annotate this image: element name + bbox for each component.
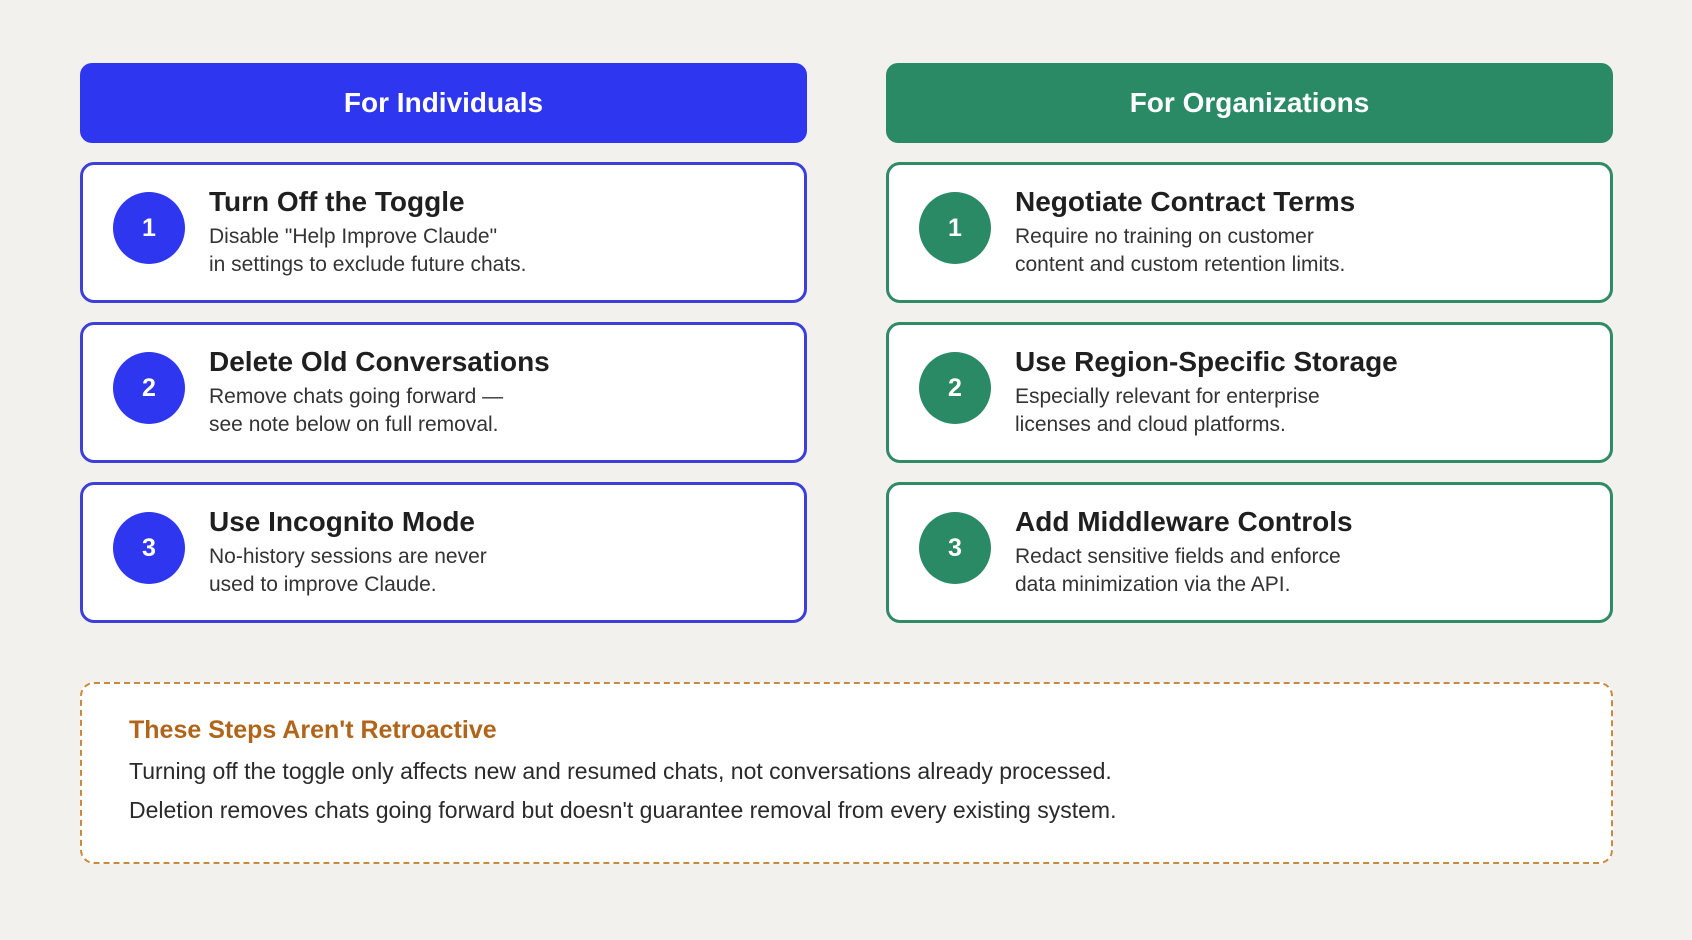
- step-number-badge: 2: [113, 352, 185, 424]
- individuals-step-3-card: [80, 482, 807, 623]
- step-description: [209, 383, 784, 439]
- step-description: [209, 223, 784, 279]
- organizations-header: For Organizations: [886, 63, 1613, 143]
- individuals-header: For Individuals: [80, 63, 807, 143]
- organizations-step-3-card: [886, 482, 1613, 623]
- step-description-line: licenses and cloud platforms.: [1015, 413, 1286, 436]
- organizations-column: [886, 63, 1613, 623]
- organizations-step-1-card: [886, 162, 1613, 303]
- note-line: Deletion removes chats going forward but doesn't guarantee removal from every existing system.: [129, 797, 1117, 823]
- step-description-line: content and custom retention limits.: [1015, 253, 1346, 276]
- step-number-badge: 2: [919, 352, 991, 424]
- organizations-step-2-card: [886, 322, 1613, 463]
- step-title: Use Region-Specific Storage: [1015, 346, 1398, 377]
- note-line: Turning off the toggle only affects new and resumed chats, not conversations already processed.: [129, 758, 1112, 784]
- step-title: Delete Old Conversations: [209, 346, 550, 377]
- step-description-line: Disable "Help Improve Claude": [209, 225, 498, 248]
- step-description-line: Require no training on customer: [1015, 225, 1314, 248]
- step-number-badge: 1: [919, 192, 991, 264]
- individuals-step-2-card: [80, 322, 807, 463]
- step-text: [209, 185, 784, 279]
- step-text: [209, 505, 784, 599]
- step-description-line: Especially relevant for enterprise: [1015, 385, 1320, 408]
- step-description-line: in settings to exclude future chats.: [209, 253, 527, 276]
- step-description-line: Redact sensitive fields and enforce: [1015, 545, 1341, 568]
- step-title: Negotiate Contract Terms: [1015, 186, 1356, 217]
- individuals-step-1-card: [80, 162, 807, 303]
- step-text: [209, 345, 784, 439]
- step-description: [209, 543, 784, 599]
- step-text: [1015, 185, 1590, 279]
- step-number-badge: 3: [113, 512, 185, 584]
- step-description-line: No-history sessions are never: [209, 545, 487, 568]
- step-number-badge: 1: [113, 192, 185, 264]
- step-description-line: see note below on full removal.: [209, 413, 499, 436]
- step-title: Add Middleware Controls: [1015, 506, 1353, 537]
- step-description-line: used to improve Claude.: [209, 573, 437, 596]
- individuals-column: [80, 63, 807, 623]
- step-title: Turn Off the Toggle: [209, 186, 465, 217]
- step-description-line: Remove chats going forward —: [209, 385, 504, 408]
- retroactive-note-box: [80, 682, 1613, 864]
- step-title: Use Incognito Mode: [209, 506, 475, 537]
- step-description: [1015, 223, 1590, 279]
- step-text: [1015, 345, 1590, 439]
- step-description: [1015, 383, 1590, 439]
- step-description: [1015, 543, 1590, 599]
- note-title: These Steps Aren't Retroactive: [129, 716, 497, 744]
- step-description-line: data minimization via the API.: [1015, 573, 1291, 596]
- step-text: [1015, 505, 1590, 599]
- step-number-badge: 3: [919, 512, 991, 584]
